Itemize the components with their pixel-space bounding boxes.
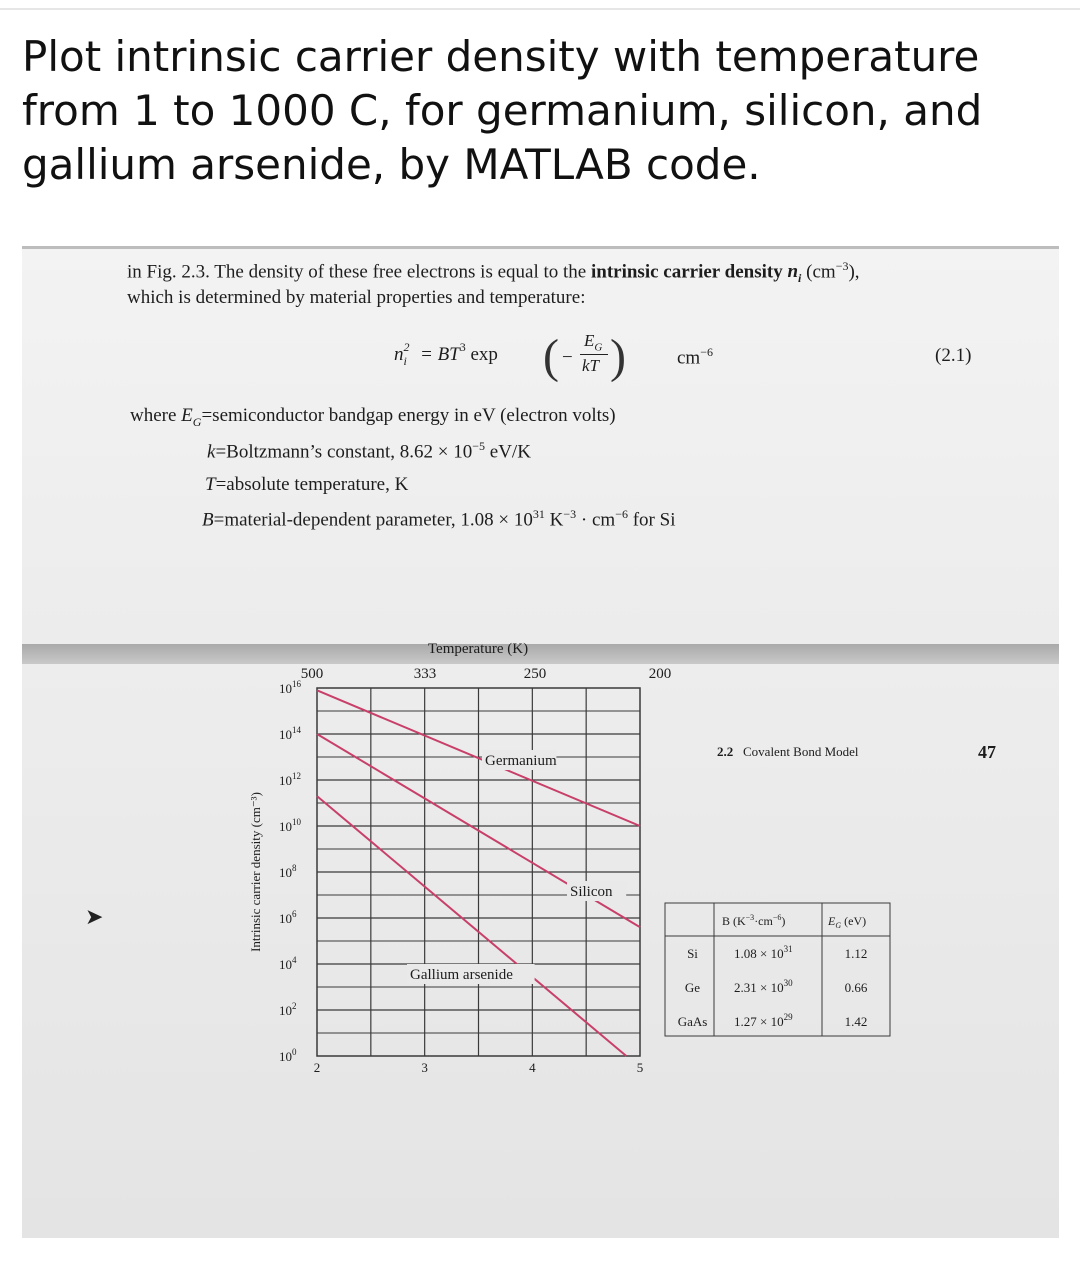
equation-paren-left: ( (543, 330, 559, 383)
table-row-material: GaAs (677, 1014, 708, 1029)
label-silicon: Silicon (570, 884, 613, 900)
label-gallium-arsenide: Gallium arsenide (410, 967, 513, 983)
equation-unit: $cm^{-6}$ (677, 345, 713, 369)
page-number: 47 (978, 742, 996, 762)
equation-numerator: $E_G$ (584, 331, 603, 354)
textbook-photo (22, 246, 1059, 1238)
material-table (665, 903, 890, 1036)
intro-symbol-n: n (787, 261, 799, 283)
bottom-tick-label: 5 (636, 1060, 644, 1075)
intro-line-2: which is determined by material properties and temperature: (127, 287, 586, 308)
bottom-axis-ticks (314, 1060, 644, 1075)
table-header-b: B $(K^{-3}\cdot cm^{-6})$ (722, 913, 786, 928)
top-tick-label: 200 (648, 666, 672, 682)
chart-title: Temperature (K) (427, 641, 529, 657)
y-tick-label: $10^6$ (279, 909, 297, 926)
cursor-arrow-icon: ➤ (85, 904, 104, 929)
intro-symbol-i: i (798, 271, 802, 286)
y-axis-ticks (279, 679, 302, 1064)
equation-number: (2.1) (935, 345, 972, 366)
page-edge-divider (22, 644, 1059, 664)
table-row-b: $2.31 \times 10^{30}$ (734, 978, 793, 995)
table-row-eg: 1.42 (844, 1014, 868, 1029)
y-tick-label: $10^4$ (279, 955, 297, 972)
y-tick-label: $10^{16}$ (279, 679, 301, 696)
intro-close: ), (848, 261, 860, 283)
y-tick-label: $10^8$ (279, 863, 297, 880)
equation-paren-right: ) (610, 330, 626, 383)
table-row-eg: 1.12 (844, 946, 868, 961)
equation-denominator: kT (582, 356, 599, 375)
def-eg-line: where $E_G=semiconductor$ bandgap energy in eV (electron volts) (130, 405, 616, 429)
intro-line-1 (127, 259, 860, 286)
top-divider (0, 8, 1080, 10)
equation-lhs: $n^2_i$ (394, 340, 410, 368)
bottom-tick-label: 4 (529, 1060, 536, 1075)
table-row-material: Si (687, 946, 698, 961)
y-tick-label: $10^2$ (279, 1001, 297, 1018)
equation-minus: − (562, 347, 573, 368)
def-t-line: T=absolute temperature, K (205, 474, 409, 495)
top-tick-label: 250 (523, 666, 547, 682)
running-head: 2.2 Covalent Bond Model (717, 744, 859, 759)
curve-gallium-arsenide (317, 796, 626, 1056)
question-text: Plot intrinsic carrier density with temperature from 1 to 1000 C, for germanium, silicon, and gallium arsenide, by MATLAB code. (22, 32, 983, 189)
table-row-eg: 0.66 (844, 980, 868, 995)
y-tick-label: $10^{14}$ (279, 725, 301, 742)
textbook-page-lower (22, 641, 1059, 1238)
intro-term: intrinsic carrier density (590, 261, 788, 283)
y-tick-label: $10^{10}$ (279, 817, 301, 834)
table-row-b: $1.08 \times 10^{31}$ (734, 944, 793, 961)
y-tick-label: $10^0$ (279, 1047, 297, 1064)
carrier-density-chart (22, 641, 1059, 1238)
label-germanium: Germanium (485, 753, 557, 769)
equation-fraction-bar (580, 354, 608, 355)
intro-text-a: in Fig. 2.3. The density of these free electrons is equal to the (127, 261, 591, 283)
table-row-material: Ge (684, 980, 701, 995)
equation-rhs: = $BT^3$ exp (420, 340, 498, 365)
top-tick-label: 500 (300, 666, 324, 682)
chart-grid (317, 688, 640, 1056)
y-axis-label: Intrinsic carrier density (cm⁻³) (248, 792, 263, 952)
textbook-page-upper (22, 246, 1059, 647)
y-tick-label: $10^{12}$ (279, 771, 301, 788)
bottom-tick-label: 2 (313, 1060, 321, 1075)
def-b-line: B=material-dependent parameter, $1.08 \times 10^{31}$ $K^{-3} \cdot cm^{-6}$ for Si (202, 507, 676, 531)
table-header-eg: $E_G$ (eV) (828, 914, 867, 930)
bottom-tick-label: 3 (421, 1060, 428, 1075)
top-tick-label: 333 (413, 666, 437, 682)
def-k-line: k=Boltzmann’s constant, $8.62 \times 10^{-5}$ eV/K (207, 439, 531, 463)
intro-unit-exp: −3 (835, 259, 849, 273)
table-row-b: $1.27 \times 10^{29}$ (734, 1012, 793, 1029)
top-axis-ticks (301, 666, 672, 682)
intro-unit: (cm (801, 261, 836, 283)
series-labels (407, 750, 626, 984)
